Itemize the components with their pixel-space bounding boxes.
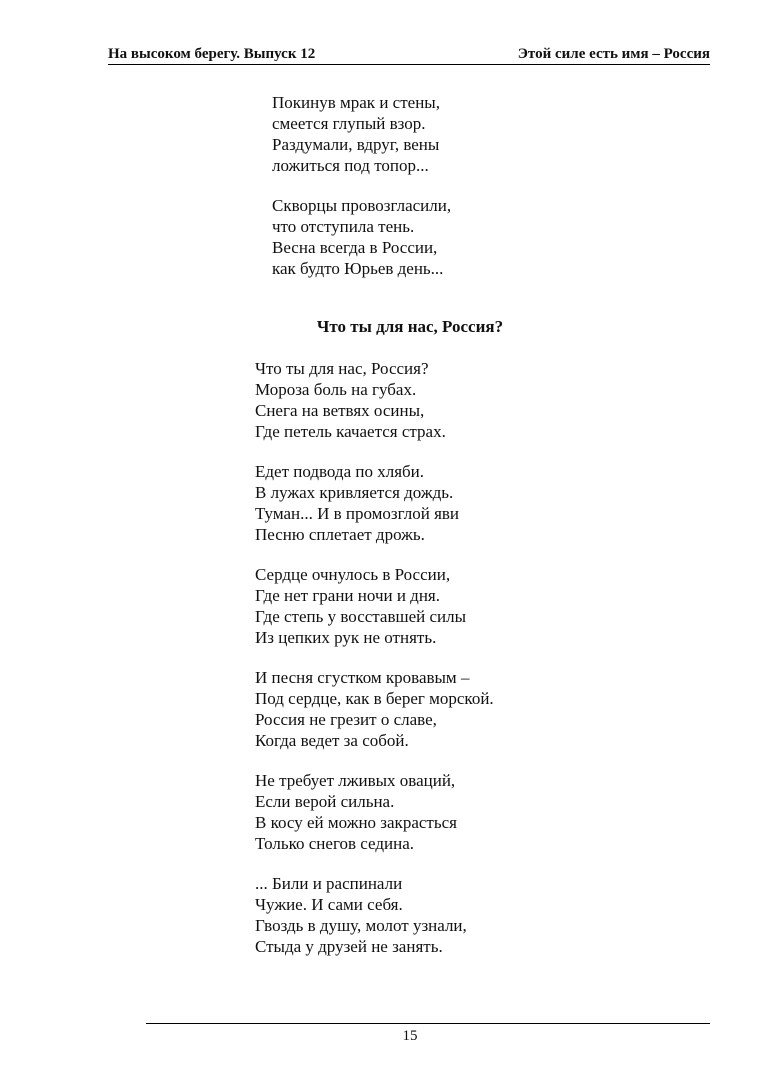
poem-line: Туман... И в промозглой яви <box>255 504 460 523</box>
poem-line: Гвоздь в душу, молот узнали, <box>255 916 467 935</box>
header-section-title: Этой силе есть имя – Россия <box>517 46 710 62</box>
prior-poem-stanza <box>272 92 440 176</box>
poem-line: Сердце очнулось в России, <box>255 565 451 584</box>
poem-line: ложиться под топор... <box>272 156 429 175</box>
poem-line: Где петель качается страх. <box>255 422 446 441</box>
poem-line: ... Били и распинали <box>255 874 403 893</box>
poem-line: Едет подвода по хляби. <box>255 462 425 481</box>
poem-stanza <box>255 770 457 854</box>
running-header <box>108 44 710 65</box>
poem-line: Где нет грани ночи и дня. <box>255 586 440 605</box>
poem-line: В косу ей можно закрасться <box>255 813 457 832</box>
poem-line: В лужах кривляется дождь. <box>255 483 454 502</box>
poem-line: Только снегов седина. <box>255 834 414 853</box>
poem-line: Из цепких рук не отнять. <box>255 628 437 647</box>
footer-divider <box>146 1023 710 1024</box>
poem-line: Если верой сильна. <box>255 792 395 811</box>
poem-line: Раздумали, вдруг, вены <box>272 135 440 154</box>
poem-stanza <box>255 358 446 442</box>
poem-stanza <box>255 667 494 751</box>
poem-stanza <box>255 564 466 648</box>
poem-stanza <box>255 873 467 957</box>
poem-line: Стыда у друзей не занять. <box>255 937 443 956</box>
prior-poem-stanza <box>272 195 451 279</box>
poem-line: Весна всегда в России, <box>272 238 438 257</box>
poem-title: Что ты для нас, Россия? <box>316 317 504 336</box>
header-book-title: На высоком берегу. Выпуск 12 <box>108 46 316 62</box>
poem-line: как будто Юрьев день... <box>272 259 444 278</box>
poem-line: Что ты для нас, Россия? <box>255 359 429 378</box>
poem-line: Не требует лживых оваций, <box>255 771 456 790</box>
poem-line: Чужие. И сами себя. <box>255 895 403 914</box>
poem-stanza <box>255 461 459 545</box>
poem-line: Снега на ветвях осины, <box>255 401 425 420</box>
poem-line: Песню сплетает дрожь. <box>255 525 425 544</box>
poem-line: Под сердце, как в берег морской. <box>255 689 494 708</box>
poem-line: Мороза боль на губах. <box>255 380 417 399</box>
poem-line: Когда ведет за собой. <box>255 731 409 750</box>
poem-line: смеется глупый взор. <box>272 114 426 133</box>
poem-line: И песня сгустком кровавым – <box>255 668 470 687</box>
poem-line: Россия не грезит о славе, <box>255 710 437 729</box>
page-number: 15 <box>402 1028 418 1044</box>
poem-line: Покинув мрак и стены, <box>272 93 440 112</box>
poem-line: Скворцы провозгласили, <box>272 196 452 215</box>
poem-line: что отступила тень. <box>272 217 415 236</box>
poem-line: Где степь у восставшей силы <box>255 607 467 626</box>
